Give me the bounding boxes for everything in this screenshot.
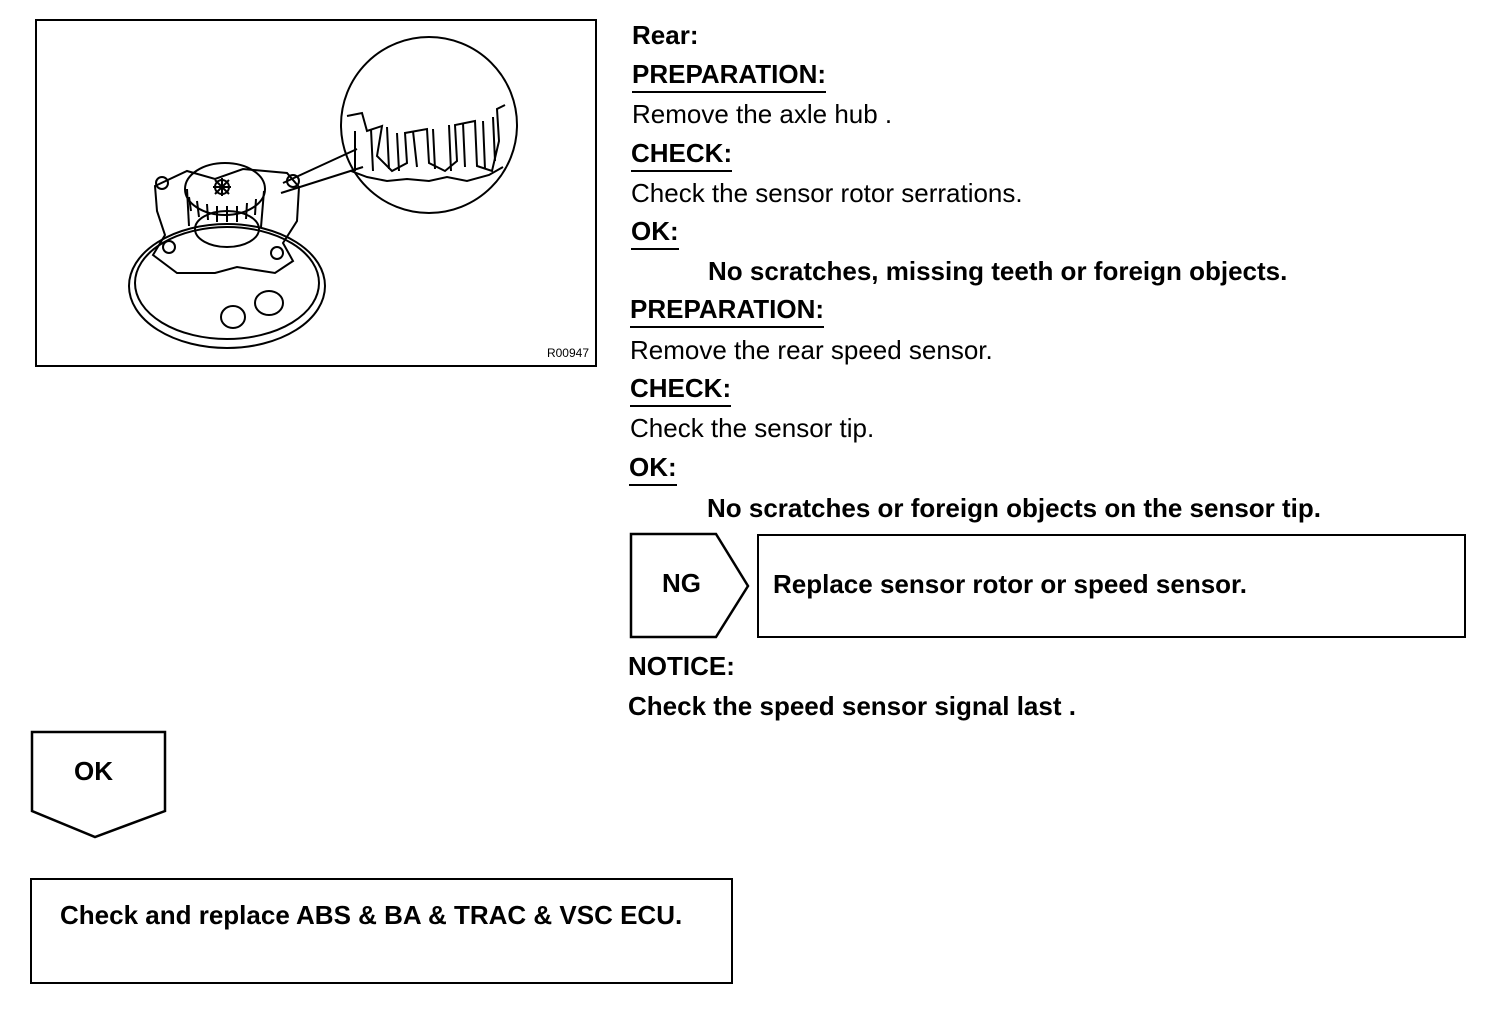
check-text-2: Check the sensor tip. [630, 413, 875, 443]
ok-branch-label: OK [74, 756, 113, 786]
ok-text-1: No scratches, missing teeth or foreign objects. [708, 256, 1288, 286]
ng-action-text: Replace sensor rotor or speed sensor. [773, 569, 1247, 599]
check-text-1: Check the sensor rotor serrations. [631, 178, 1023, 208]
ok-label-1: OK: [631, 216, 679, 250]
preparation-label-1: PREPARATION: [632, 59, 826, 93]
notice-label: NOTICE: [628, 651, 735, 681]
check-label-2: CHECK: [630, 373, 731, 407]
preparation-text-1: Remove the axle hub . [632, 99, 893, 129]
ok-action-box [30, 878, 733, 984]
section-title: Rear: [632, 20, 699, 50]
preparation-label-2: PREPARATION: [630, 294, 824, 328]
figure-code: R00947 [546, 346, 589, 360]
hub-disc-icon [129, 224, 325, 348]
preparation-text-2: Remove the rear speed sensor. [630, 335, 993, 365]
ok-text-2: No scratches or foreign objects on the sensor tip. [707, 493, 1322, 523]
axle-hub-sensor-rotor-icon [37, 21, 597, 367]
ok-action-text: Check and replace ABS & BA & TRAC & VSC ECU. [60, 900, 683, 930]
notice-text: Check the speed sensor signal last . [628, 691, 1076, 721]
ok-label-2: OK: [629, 452, 677, 486]
figure-frame [35, 19, 597, 367]
ng-label: NG [662, 568, 701, 598]
check-label-1: CHECK: [631, 138, 732, 172]
